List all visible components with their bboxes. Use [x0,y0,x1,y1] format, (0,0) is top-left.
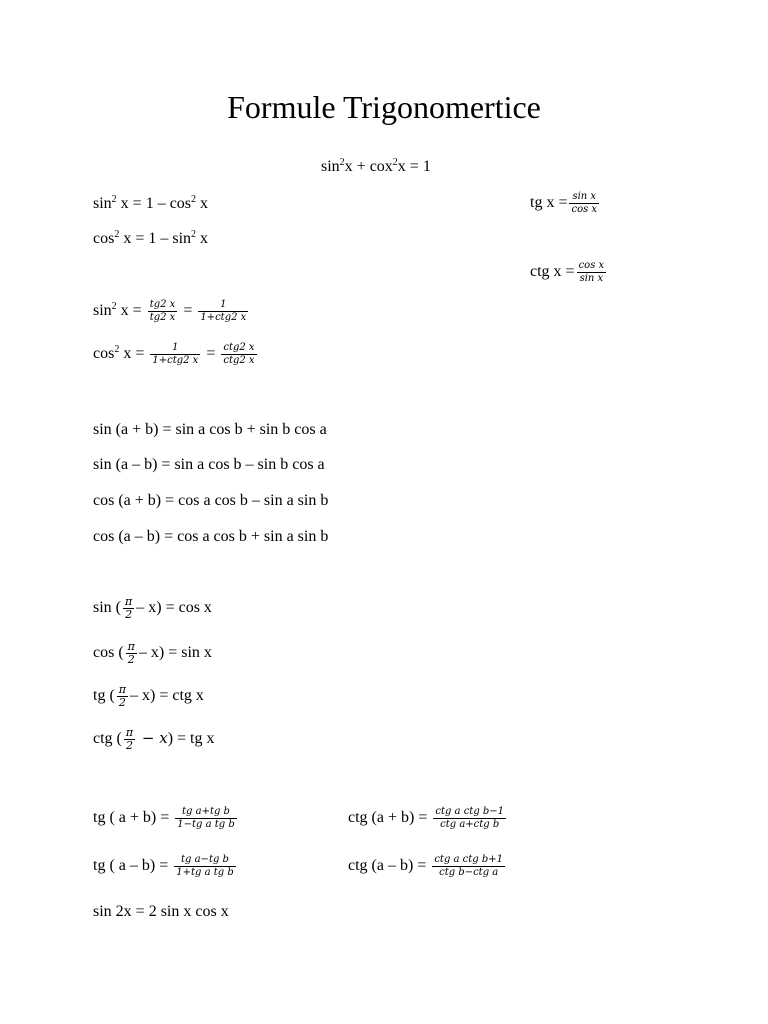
formula-tg-sum [93,806,239,831]
formula-ctg-sum [348,806,508,831]
formula-part: − x [137,729,168,748]
formula-part: – x) = sin x [138,644,212,662]
formula-lhs: tg ( a – b) = [93,857,169,875]
fraction [148,299,178,324]
fraction-numerator: ctg a ctg b+1 [434,854,504,865]
formula-part: x = 1 – sin [119,230,192,247]
formula-ctg-difference [348,854,507,879]
formula-part: ctg ( [93,730,122,748]
fraction [569,191,599,216]
fraction-denominator: 1+ctg2 x [152,355,199,366]
fraction-denominator: 1+ctg2 x [200,312,247,323]
fraction [577,260,607,285]
fraction-denominator: 1−tg a tg b [177,819,235,830]
fraction [117,684,128,709]
formula-part: ) = tg x [167,730,215,748]
formula-cos-difference: cos (a – b) = cos a cos b + sin a sin b [93,528,329,545]
exponent: 2 [114,229,120,240]
fraction [433,806,506,831]
fraction-denominator: 2 [125,739,133,752]
formula-ctg-complement [93,727,214,752]
fraction [175,806,236,831]
fraction-numerator: cos x [578,260,605,271]
formula-sin2-from-cos [93,195,208,213]
identity-part: x = 1 [397,158,431,175]
exponent: 2 [392,157,398,168]
fraction [174,854,235,879]
fraction-denominator: cos x [571,204,598,215]
fraction-denominator: ctg2 x [223,355,255,366]
formula-part: – x) = cos x [136,599,212,617]
page-title: Formule Trigonomertice [227,89,541,125]
fraction-denominator: ctg b−ctg a [439,867,499,878]
formula-part: x [196,195,209,212]
fraction [432,854,505,879]
formula-cos-sum: cos (a + b) = cos a cos b – sin a sin b [93,492,329,509]
formula-part: cos ( [93,644,124,662]
fraction [124,727,135,752]
fraction-numerator: π [125,595,133,608]
formula-part: sin ( [93,599,121,617]
exponent: 2 [191,194,197,205]
identity-part: x + cox [344,158,393,175]
formula-sin-difference: sin (a – b) = sin a cos b – sin b cos a [93,456,325,473]
fraction-numerator: 1 [150,342,200,355]
fraction [126,641,137,666]
fraction [150,342,200,367]
formula-tg-definition [530,191,601,216]
fraction-numerator: ctg2 x [223,342,255,353]
formula-part: x [196,230,209,247]
fraction-numerator: tg a+tg b [175,806,236,819]
formula-tg-complement [93,684,204,709]
equals-sign: = [183,302,193,320]
fraction-numerator: π [127,640,135,653]
fraction-numerator: ctg a ctg b−1 [435,806,505,817]
formula-part: x = 1 – cos [116,195,192,212]
formula-sin-complement [93,596,212,621]
exponent: 2 [114,344,120,356]
exponent: 2 [111,301,117,313]
fraction-numerator: tg a−tg b [174,854,235,867]
formula-lhs: ctg (a – b) = [348,857,427,875]
formula-sin2-tg [93,299,250,324]
fraction [221,342,256,367]
formula-part: tg ( [93,687,115,705]
formula-cos2-from-sin [93,230,208,248]
formula-part: x = [119,345,145,363]
fraction [198,299,248,324]
formula-ctg-definition [530,260,608,285]
formula-part: – x) = ctg x [130,687,204,705]
fraction [123,596,134,621]
exponent: 2 [191,229,197,240]
fraction-denominator: sin x [579,273,604,284]
fraction-numerator: π [125,726,134,739]
fraction-denominator: 1+tg a tg b [176,867,234,878]
exponent: 2 [339,157,345,168]
fraction-numerator: 1 [198,299,248,312]
formula-double-angle-sin: sin 2x = 2 sin x cos x [93,903,229,920]
exponent: 2 [111,194,117,205]
fraction-denominator: ctg a+ctg b [440,819,500,830]
fraction-denominator: 2 [127,653,135,666]
formula-lhs: tg ( a + b) = [93,809,170,827]
formula-part: sin [93,195,112,212]
formula-lhs: ctg x = [530,263,575,281]
fraction-denominator: tg2 x [149,312,176,323]
fraction-numerator: sin x [569,191,599,204]
fraction-denominator: 2 [118,696,126,709]
formula-part: sin [93,302,112,320]
formula-lhs: ctg (a + b) = [348,809,428,827]
fraction-denominator: 2 [125,608,133,621]
formula-sin-sum: sin (a + b) = sin a cos b + sin b cos a [93,421,327,438]
formula-tg-difference [93,854,238,879]
fraction-numerator: π [118,683,127,696]
formula-cos-complement [93,641,212,666]
formula-part: cos [93,345,115,363]
formula-cos2-ctg [93,342,259,367]
pythagorean-identity [321,158,431,176]
identity-part: sin [321,158,340,175]
formula-part: x = [116,302,142,320]
formula-lhs: tg x = [530,194,568,212]
formula-part: cos [93,230,115,247]
fraction-numerator: tg2 x [149,299,176,310]
equals-sign: = [206,345,216,363]
